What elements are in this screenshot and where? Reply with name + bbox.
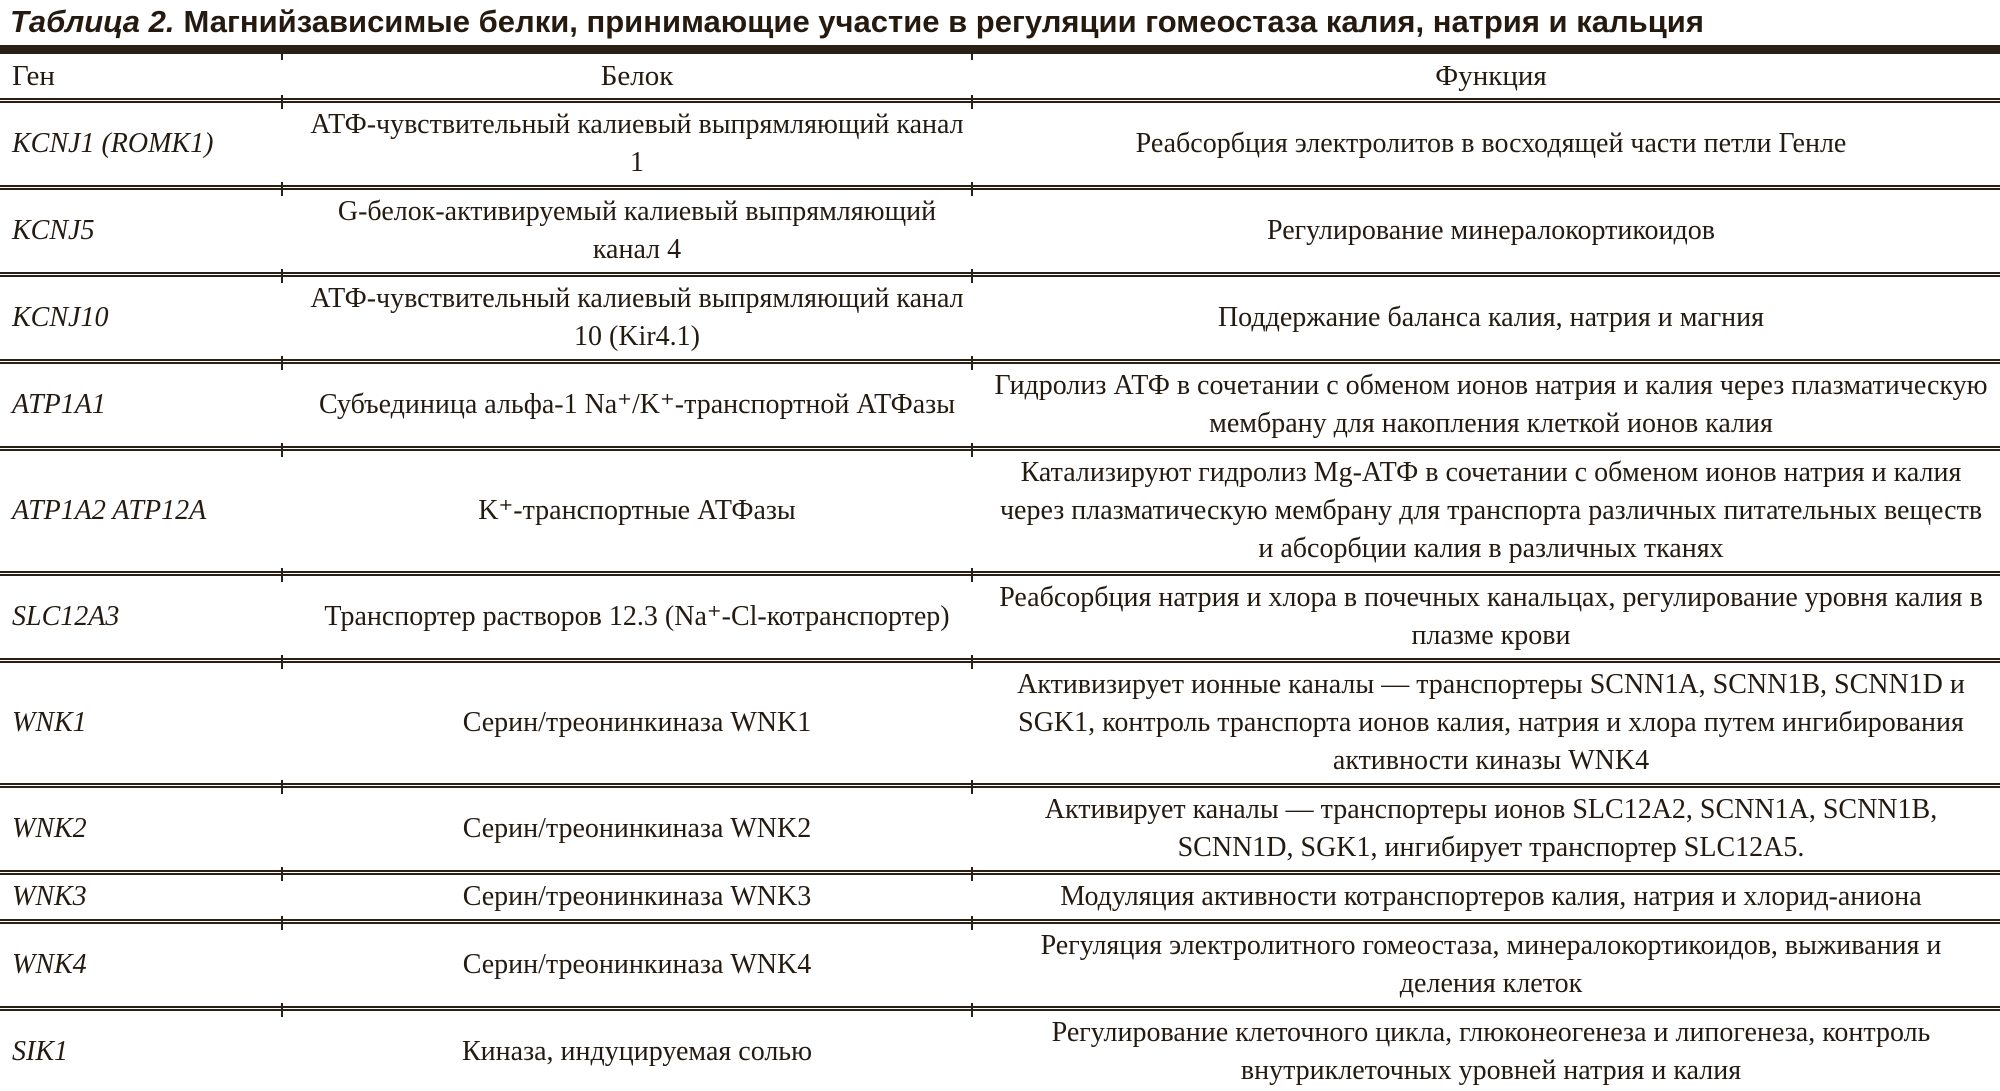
function-cell: Гидролиз АТФ в сочетании с обменом ионов натрия и калия через плазматическую мембрану для накопления клеткой ионов калия: [982, 361, 2000, 448]
gene-cell: SLC12A3: [0, 573, 292, 660]
gene-cell: KCNJ5: [0, 187, 292, 274]
gene-cell: WNK3: [0, 872, 292, 921]
table-row: [0, 1008, 2000, 1091]
gene-cell: SIK1: [0, 1008, 292, 1091]
column-header-protein: Белок: [292, 54, 982, 101]
table-row: [0, 872, 2000, 921]
table-row: [0, 100, 2000, 187]
header-row: [0, 54, 2000, 101]
function-cell: Активизирует ионные каналы — транспортеры SCNN1A, SCNN1B, SCNN1D и SGK1, контроль транспорта ионов калия, натрия и хлора путем ингибирования активности киназы WNK4: [982, 660, 2000, 785]
protein-cell: Серин/треонинкиназа WNK4: [292, 921, 982, 1008]
function-cell: Регуляция электролитного гомеостаза, минералокортикоидов, выживания и деления клеток: [982, 921, 2000, 1008]
function-cell: Реабсорбция натрия и хлора в почечных канальцах, регулирование уровня калия в плазме крови: [982, 573, 2000, 660]
gene-cell: WNK4: [0, 921, 292, 1008]
gene-cell: WNK1: [0, 660, 292, 785]
function-cell: Модуляция активности котранспортеров калия, натрия и хлорид-аниона: [982, 872, 2000, 921]
gene-cell: WNK2: [0, 785, 292, 872]
function-cell: Поддержание баланса калия, натрия и магния: [982, 274, 2000, 361]
column-header-gene: Ген: [0, 54, 292, 101]
table-row: [0, 274, 2000, 361]
function-cell: Катализируют гидролиз Mg-АТФ в сочетании с обменом ионов натрия и калия через плазматическую мембрану для транспорта различных питательных веществ и абсорбции калия в различных тканях: [982, 448, 2000, 573]
protein-cell: K⁺-транспортные АТФазы: [292, 448, 982, 573]
gene-cell: ATP1A2 ATP12A: [0, 448, 292, 573]
protein-cell: АТФ-чувствительный калиевый выпрямляющий канал 10 (Kir4.1): [292, 274, 982, 361]
function-cell: Регулирование минералокортикоидов: [982, 187, 2000, 274]
protein-cell: АТФ-чувствительный калиевый выпрямляющий канал 1: [292, 100, 982, 187]
protein-cell: Серин/треонинкиназа WNK2: [292, 785, 982, 872]
table-row: [0, 660, 2000, 785]
column-header-function: Функция: [982, 54, 2000, 101]
gene-cell: KCNJ10: [0, 274, 292, 361]
gene-cell: ATP1A1: [0, 361, 292, 448]
protein-cell: Субъединица альфа-1 Na⁺/K⁺-транспортной АТФазы: [292, 361, 982, 448]
proteins-table: [0, 54, 2000, 1091]
function-cell: Регулирование клеточного цикла, глюконеогенеза и липогенеза, контроль внутриклеточных уровней натрия и калия: [982, 1008, 2000, 1091]
table-body: [0, 100, 2000, 1091]
protein-cell: Серин/треонинкиназа WNK1: [292, 660, 982, 785]
table-row: [0, 573, 2000, 660]
table-caption-text: Магнийзависимые белки, принимающие участие в регуляции гомеостаза калия, натрия и кальция: [183, 4, 1704, 39]
function-cell: Активирует каналы — транспортеры ионов SLC12A2, SCNN1A, SCNN1B, SCNN1D, SGK1, ингибирует транспортер SLC12A5.: [982, 785, 2000, 872]
gene-cell: KCNJ1 (ROMK1): [0, 100, 292, 187]
table-title: [0, 0, 2000, 54]
table-row: [0, 921, 2000, 1008]
table-number-label: Таблица 2.: [10, 4, 175, 39]
protein-cell: Транспортер растворов 12.3 (Na⁺-Cl-котранспортер): [292, 573, 982, 660]
table-row: [0, 361, 2000, 448]
function-cell: Реабсорбция электролитов в восходящей части петли Генле: [982, 100, 2000, 187]
table-row: [0, 187, 2000, 274]
table-row: [0, 785, 2000, 872]
protein-cell: G-белок-активируемый калиевый выпрямляющий канал 4: [292, 187, 982, 274]
table-row: [0, 448, 2000, 573]
protein-cell: Киназа, индуцируемая солью: [292, 1008, 982, 1091]
protein-cell: Серин/треонинкиназа WNK3: [292, 872, 982, 921]
